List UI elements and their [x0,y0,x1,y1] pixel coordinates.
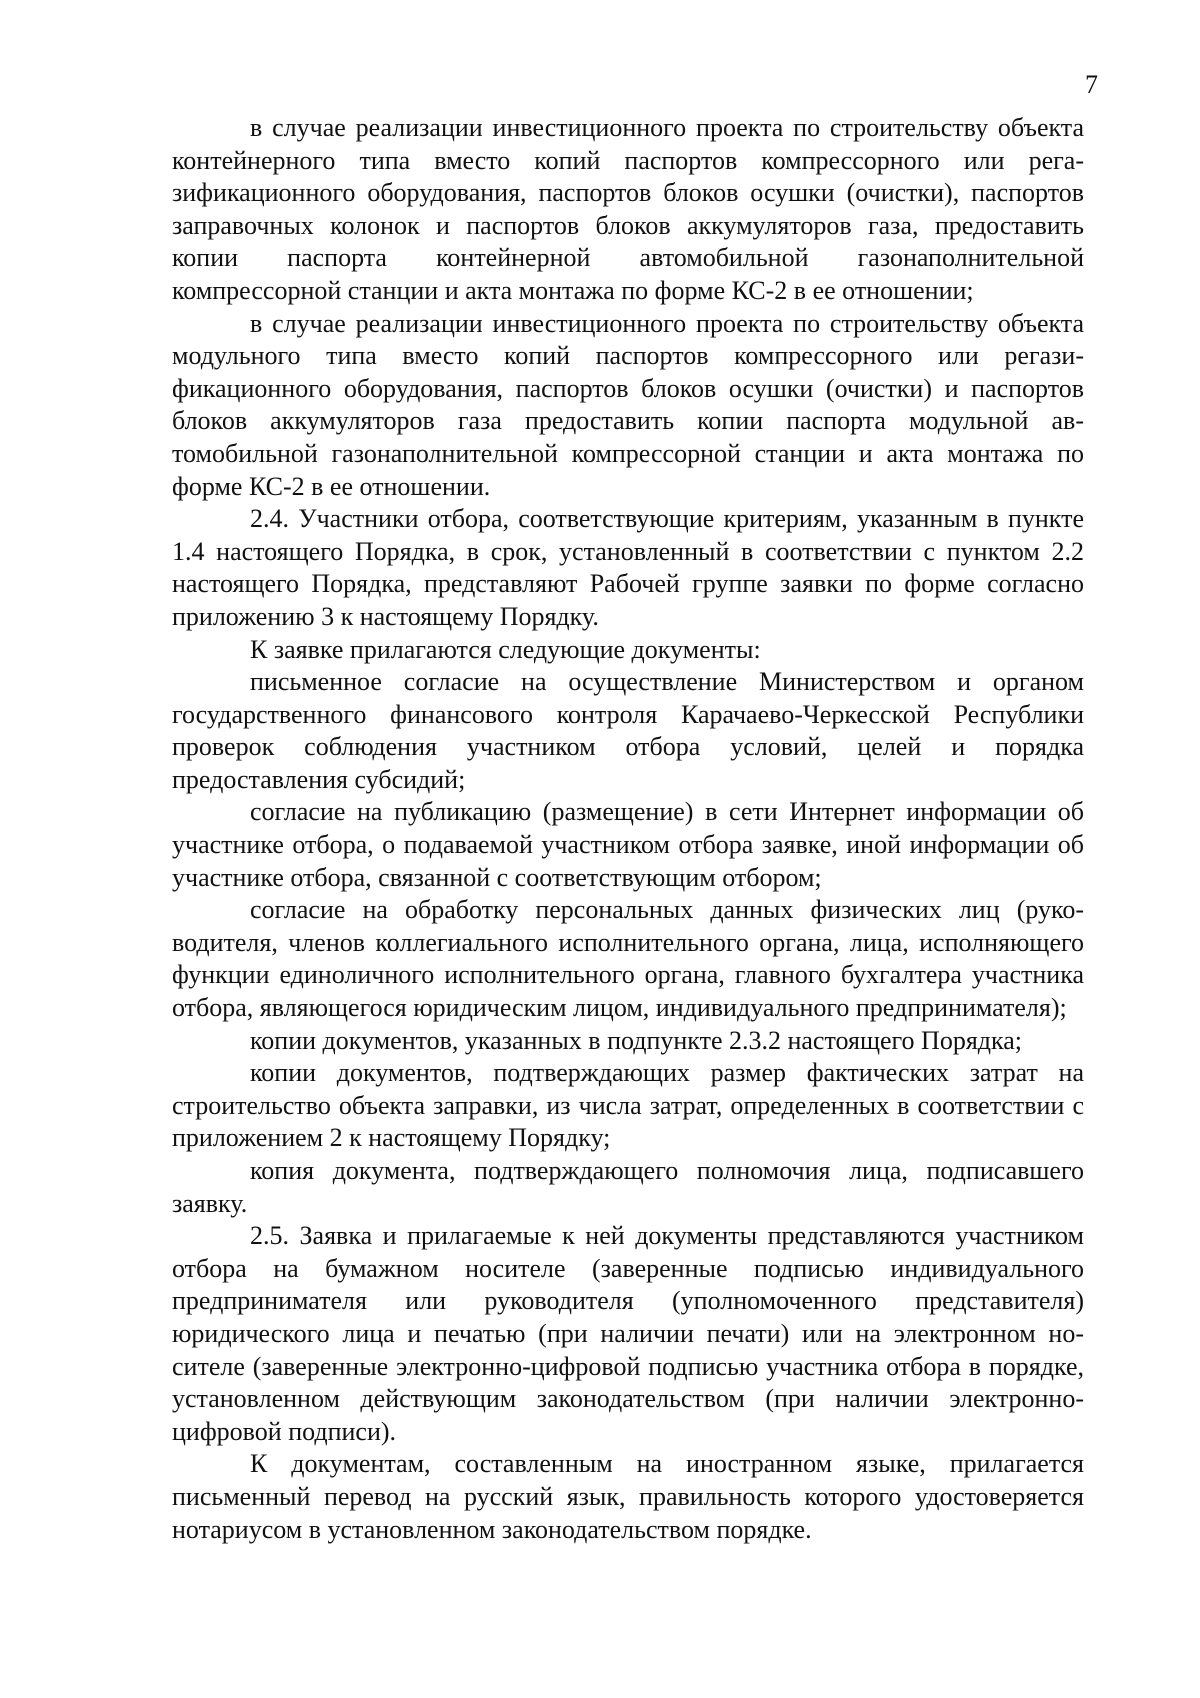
paragraph-section-2-4: 2.4. Участники отбора, соответствующие критериям, указанным в пункте 1.4 настоящего Порядка, в срок, установленный в соответствии с пунктом 2.2 настоящего Порядка, представляют Рабочей группе заявки по форме согласно приложению 3 к настоящему Порядку. [172,504,1084,631]
paragraph-authority-document: копия документа, подтверждающего полномочия лица, подписавшего заявку. [172,1156,1084,1218]
paragraph-consent-publication: согласие на публикацию (размещение) в сети Интернет информации об участнике отбора, о подаваемой участником отбора заявке, иной информации об участнике отбора, связанной с соответствующим отбором; [172,797,1084,892]
paragraph-attached-documents-intro: К заявке прилагаются следующие документы: [250,634,761,664]
paragraph-foreign-language-documents: К документам, составленным на иностранном языке, прилагается письменный перевод на русский язык, правильность которого удостоверяется нотариусом в установленном законодательством порядке. [172,1449,1084,1544]
document-body [172,112,1084,1546]
page-number: 7 [1085,70,1098,99]
paragraph-section-2-5: 2.5. Заявка и прилагаемые к ней документы представляются участником отбора на бумажном носителе (заверенные подписью индивидуального предпринимателя или руководителя (уполномоченного представителя) юридического лица и печатью (при наличии печати) или на электронном носителе (заверенные электронно-цифровой подписью участника отбора в порядке, установленном действующим законодательством (при наличии электронно-цифровой подписи). [172,1221,1084,1446]
paragraph-copies-subsection-2-3-2: копии документов, указанных в подпункте 2.3.2 настоящего Порядка; [250,1025,1023,1055]
paragraph-copies-actual-costs: копии документов, подтверждающих размер фактических затрат на строительство объекта заправки, из числа затрат, определенных в соответствии с приложением 2 к настоящему Порядку; [172,1058,1084,1153]
paragraph-modular-type-object: в случае реализации инвестиционного проекта по строительству объекта модульного типа вместо копий паспортов компрессорного или регазификационного оборудования, паспортов блоков осушки (очистки) и паспортов блоков аккумуляторов газа предоставить копии паспорта модульной автомобильной газонаполнительной компрессорной станции и акта монтажа по форме КС-2 в ее отношении. [172,308,1084,501]
paragraph-written-consent-inspection: письменное согласие на осуществление Министерством и органом государственного финансового контроля Карачаево-Черкесской Республики проверок соблюдения участником отбора условий, целей и порядка предоставления субсидий; [172,667,1084,794]
paragraph-container-type-object: в случае реализации инвестиционного проекта по строительству объекта контейнерного типа вместо копий паспортов компрессорного или регазификационного оборудования, паспортов блоков осушки (очистки), паспортов заправочных колонок и паспортов блоков аккумуляторов газа, предоставить копии паспорта контейнерной автомобильной газонаполнительной компрессорной станции и акта монтажа по форме КС-2 в ее отношении; [172,113,1084,305]
paragraph-consent-personal-data: согласие на обработку персональных данных физических лиц (руководителя, членов коллегиального исполнительного органа, лица, исполняющего функции единоличного исполнительного органа, главного бухгалтера участника отбора, являющегося юридическим лицом, индивидуального предпринимателя); [172,895,1084,1023]
